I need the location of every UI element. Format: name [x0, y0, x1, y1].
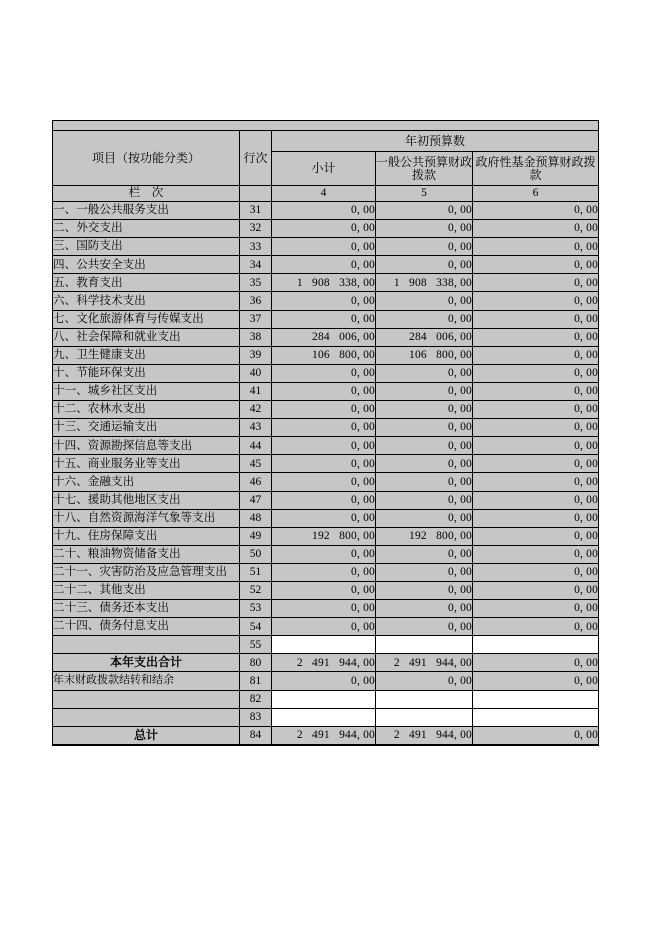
row-number: 53 — [240, 600, 272, 618]
row-number: 84 — [240, 726, 272, 745]
row-label: 二、外交支出 — [53, 220, 240, 238]
row-label: 一、一般公共服务支出 — [53, 202, 240, 220]
cell-government-fund: 0, 00 — [473, 509, 599, 527]
row-number: 40 — [240, 364, 272, 382]
row-label: 十七、援助其他地区支出 — [53, 491, 240, 509]
row-number: 47 — [240, 491, 272, 509]
cell-subtotal: 0, 00 — [272, 364, 376, 382]
cell-general-public: 192 800, 00 — [376, 527, 473, 545]
cell-subtotal: 0, 00 — [272, 401, 376, 419]
cell-general-public: 0, 00 — [376, 672, 473, 690]
table-row — [53, 382, 599, 400]
cell-government-fund — [473, 708, 599, 726]
table-row — [53, 636, 599, 654]
row-label: 二十、粮油物资储备支出 — [53, 545, 240, 563]
row-label: 十五、商业服务业等支出 — [53, 455, 240, 473]
cell-general-public: 0, 00 — [376, 238, 473, 256]
table-row — [53, 654, 599, 672]
cell-government-fund: 0, 00 — [473, 600, 599, 618]
cell-government-fund: 0, 00 — [473, 220, 599, 238]
table-row — [53, 600, 599, 618]
header-subtotal: 小计 — [272, 152, 376, 186]
table-row — [53, 419, 599, 437]
colnum-row — [240, 186, 272, 202]
row-label: 二十三、债务还本支出 — [53, 600, 240, 618]
cell-subtotal: 2 491 944, 00 — [272, 726, 376, 745]
cell-subtotal: 0, 00 — [272, 581, 376, 599]
table-row — [53, 346, 599, 364]
cell-general-public: 0, 00 — [376, 310, 473, 328]
cell-subtotal — [272, 708, 376, 726]
table-top-strip — [53, 121, 599, 131]
row-label: 四、公共安全支出 — [53, 256, 240, 274]
cell-subtotal: 0, 00 — [272, 256, 376, 274]
cell-subtotal: 284 006, 00 — [272, 328, 376, 346]
cell-government-fund: 0, 00 — [473, 455, 599, 473]
cell-government-fund: 0, 00 — [473, 238, 599, 256]
cell-subtotal: 106 800, 00 — [272, 346, 376, 364]
row-number: 52 — [240, 581, 272, 599]
column-number-row — [53, 186, 599, 202]
row-number: 43 — [240, 419, 272, 437]
cell-general-public: 0, 00 — [376, 600, 473, 618]
table-row — [53, 437, 599, 455]
row-number: 80 — [240, 654, 272, 672]
row-number: 55 — [240, 636, 272, 654]
header-government-fund-budget: 政府性基金预算财政拨款 — [473, 152, 599, 186]
cell-subtotal: 0, 00 — [272, 437, 376, 455]
header-row-number-column: 行次 — [240, 131, 272, 186]
cell-subtotal: 0, 00 — [272, 220, 376, 238]
table-row — [53, 364, 599, 382]
cell-government-fund: 0, 00 — [473, 726, 599, 745]
table-row — [53, 545, 599, 563]
cell-government-fund — [473, 636, 599, 654]
row-label: 十一、城乡社区支出 — [53, 382, 240, 400]
row-number: 42 — [240, 401, 272, 419]
row-number: 36 — [240, 292, 272, 310]
cell-government-fund: 0, 00 — [473, 527, 599, 545]
table-row — [53, 690, 599, 708]
cell-subtotal: 0, 00 — [272, 491, 376, 509]
colnum-fund: 6 — [473, 186, 599, 202]
cell-general-public: 0, 00 — [376, 473, 473, 491]
row-number: 37 — [240, 310, 272, 328]
cell-government-fund: 0, 00 — [473, 256, 599, 274]
cell-general-public: 0, 00 — [376, 220, 473, 238]
cell-subtotal: 0, 00 — [272, 545, 376, 563]
row-number: 45 — [240, 455, 272, 473]
cell-government-fund: 0, 00 — [473, 310, 599, 328]
colnum-label: 栏 次 — [53, 186, 240, 202]
row-label: 十、节能环保支出 — [53, 364, 240, 382]
cell-general-public: 0, 00 — [376, 581, 473, 599]
row-label: 十四、资源勘探信息等支出 — [53, 437, 240, 455]
row-number: 32 — [240, 220, 272, 238]
row-number: 34 — [240, 256, 272, 274]
row-number: 35 — [240, 274, 272, 292]
cell-government-fund: 0, 00 — [473, 292, 599, 310]
cell-general-public — [376, 636, 473, 654]
row-label: 十九、住房保障支出 — [53, 527, 240, 545]
table-row — [53, 256, 599, 274]
cell-general-public: 0, 00 — [376, 202, 473, 220]
table-row — [53, 708, 599, 726]
colnum-subtotal: 4 — [272, 186, 376, 202]
budget-expenditure-table — [52, 120, 599, 746]
table-row — [53, 310, 599, 328]
cell-subtotal: 1 908 338, 00 — [272, 274, 376, 292]
table-row — [53, 401, 599, 419]
table-row — [53, 726, 599, 745]
cell-government-fund: 0, 00 — [473, 473, 599, 491]
table-row — [53, 509, 599, 527]
cell-subtotal: 192 800, 00 — [272, 527, 376, 545]
row-number: 33 — [240, 238, 272, 256]
cell-general-public: 0, 00 — [376, 292, 473, 310]
cell-general-public: 284 006, 00 — [376, 328, 473, 346]
cell-general-public: 0, 00 — [376, 563, 473, 581]
cell-general-public: 0, 00 — [376, 437, 473, 455]
header-item-column: 项目（按功能分类） — [53, 131, 240, 186]
cell-government-fund: 0, 00 — [473, 491, 599, 509]
table-row — [53, 491, 599, 509]
row-number: 81 — [240, 672, 272, 690]
cell-subtotal: 0, 00 — [272, 672, 376, 690]
row-number: 41 — [240, 382, 272, 400]
row-label: 十三、交通运输支出 — [53, 419, 240, 437]
cell-general-public: 0, 00 — [376, 256, 473, 274]
cell-subtotal: 0, 00 — [272, 238, 376, 256]
cell-government-fund: 0, 00 — [473, 618, 599, 636]
header-row-group — [53, 131, 599, 152]
top-strip-cell — [53, 121, 599, 131]
table-row — [53, 328, 599, 346]
cell-subtotal: 0, 00 — [272, 563, 376, 581]
row-label: 本年支出合计 — [53, 654, 240, 672]
cell-subtotal — [272, 690, 376, 708]
table-row — [53, 455, 599, 473]
cell-government-fund: 0, 00 — [473, 654, 599, 672]
row-number: 48 — [240, 509, 272, 527]
row-label: 七、文化旅游体育与传媒支出 — [53, 310, 240, 328]
cell-government-fund: 0, 00 — [473, 328, 599, 346]
cell-government-fund: 0, 00 — [473, 382, 599, 400]
cell-general-public: 0, 00 — [376, 509, 473, 527]
cell-government-fund: 0, 00 — [473, 364, 599, 382]
table-row — [53, 238, 599, 256]
table-row — [53, 672, 599, 690]
row-label: 十六、金融支出 — [53, 473, 240, 491]
cell-government-fund: 0, 00 — [473, 672, 599, 690]
cell-government-fund: 0, 00 — [473, 274, 599, 292]
row-label: 十八、自然资源海洋气象等支出 — [53, 509, 240, 527]
cell-government-fund — [473, 690, 599, 708]
colnum-general: 5 — [376, 186, 473, 202]
cell-government-fund: 0, 00 — [473, 437, 599, 455]
cell-subtotal: 0, 00 — [272, 509, 376, 527]
row-label: 十二、农林水支出 — [53, 401, 240, 419]
row-number: 38 — [240, 328, 272, 346]
cell-general-public: 2 491 944, 00 — [376, 726, 473, 745]
cell-general-public: 0, 00 — [376, 419, 473, 437]
row-label: 八、社会保障和就业支出 — [53, 328, 240, 346]
table-row — [53, 473, 599, 491]
cell-subtotal: 0, 00 — [272, 419, 376, 437]
cell-general-public: 2 491 944, 00 — [376, 654, 473, 672]
row-label: 九、卫生健康支出 — [53, 346, 240, 364]
cell-subtotal: 2 491 944, 00 — [272, 654, 376, 672]
header-general-public-budget: 一般公共预算财政拨款 — [376, 152, 473, 186]
cell-government-fund: 0, 00 — [473, 401, 599, 419]
cell-government-fund: 0, 00 — [473, 563, 599, 581]
table-row — [53, 274, 599, 292]
row-label: 二十四、债务付息支出 — [53, 618, 240, 636]
cell-general-public — [376, 690, 473, 708]
row-label — [53, 708, 240, 726]
cell-subtotal: 0, 00 — [272, 202, 376, 220]
table-row — [53, 220, 599, 238]
row-label: 五、教育支出 — [53, 274, 240, 292]
row-label: 二十二、其他支出 — [53, 581, 240, 599]
cell-subtotal: 0, 00 — [272, 382, 376, 400]
cell-subtotal: 0, 00 — [272, 600, 376, 618]
row-label — [53, 636, 240, 654]
cell-general-public: 106 800, 00 — [376, 346, 473, 364]
row-number: 83 — [240, 708, 272, 726]
row-number: 50 — [240, 545, 272, 563]
cell-general-public: 0, 00 — [376, 401, 473, 419]
cell-subtotal — [272, 636, 376, 654]
row-number: 44 — [240, 437, 272, 455]
cell-subtotal: 0, 00 — [272, 455, 376, 473]
cell-general-public: 0, 00 — [376, 618, 473, 636]
cell-general-public — [376, 708, 473, 726]
row-label: 三、国防支出 — [53, 238, 240, 256]
table-row — [53, 581, 599, 599]
cell-general-public: 0, 00 — [376, 491, 473, 509]
row-number: 51 — [240, 563, 272, 581]
cell-government-fund: 0, 00 — [473, 419, 599, 437]
cell-subtotal: 0, 00 — [272, 473, 376, 491]
cell-subtotal: 0, 00 — [272, 618, 376, 636]
row-label — [53, 690, 240, 708]
table-row — [53, 202, 599, 220]
cell-government-fund: 0, 00 — [473, 346, 599, 364]
row-number: 82 — [240, 690, 272, 708]
table-row — [53, 292, 599, 310]
cell-general-public: 0, 00 — [376, 545, 473, 563]
row-number: 46 — [240, 473, 272, 491]
cell-government-fund: 0, 00 — [473, 202, 599, 220]
table-row — [53, 527, 599, 545]
row-label: 总计 — [53, 726, 240, 745]
table-row — [53, 563, 599, 581]
cell-general-public: 1 908 338, 00 — [376, 274, 473, 292]
row-label: 二十一、灾害防治及应急管理支出 — [53, 563, 240, 581]
cell-government-fund: 0, 00 — [473, 545, 599, 563]
header-group-year-begin-budget: 年初预算数 — [272, 131, 599, 152]
row-label: 年末财政拨款结转和结余 — [53, 672, 240, 690]
cell-general-public: 0, 00 — [376, 455, 473, 473]
cell-subtotal: 0, 00 — [272, 310, 376, 328]
cell-subtotal: 0, 00 — [272, 292, 376, 310]
cell-general-public: 0, 00 — [376, 382, 473, 400]
row-number: 31 — [240, 202, 272, 220]
table-row — [53, 618, 599, 636]
row-label: 六、科学技术支出 — [53, 292, 240, 310]
row-number: 39 — [240, 346, 272, 364]
row-number: 49 — [240, 527, 272, 545]
cell-government-fund: 0, 00 — [473, 581, 599, 599]
cell-general-public: 0, 00 — [376, 364, 473, 382]
row-number: 54 — [240, 618, 272, 636]
